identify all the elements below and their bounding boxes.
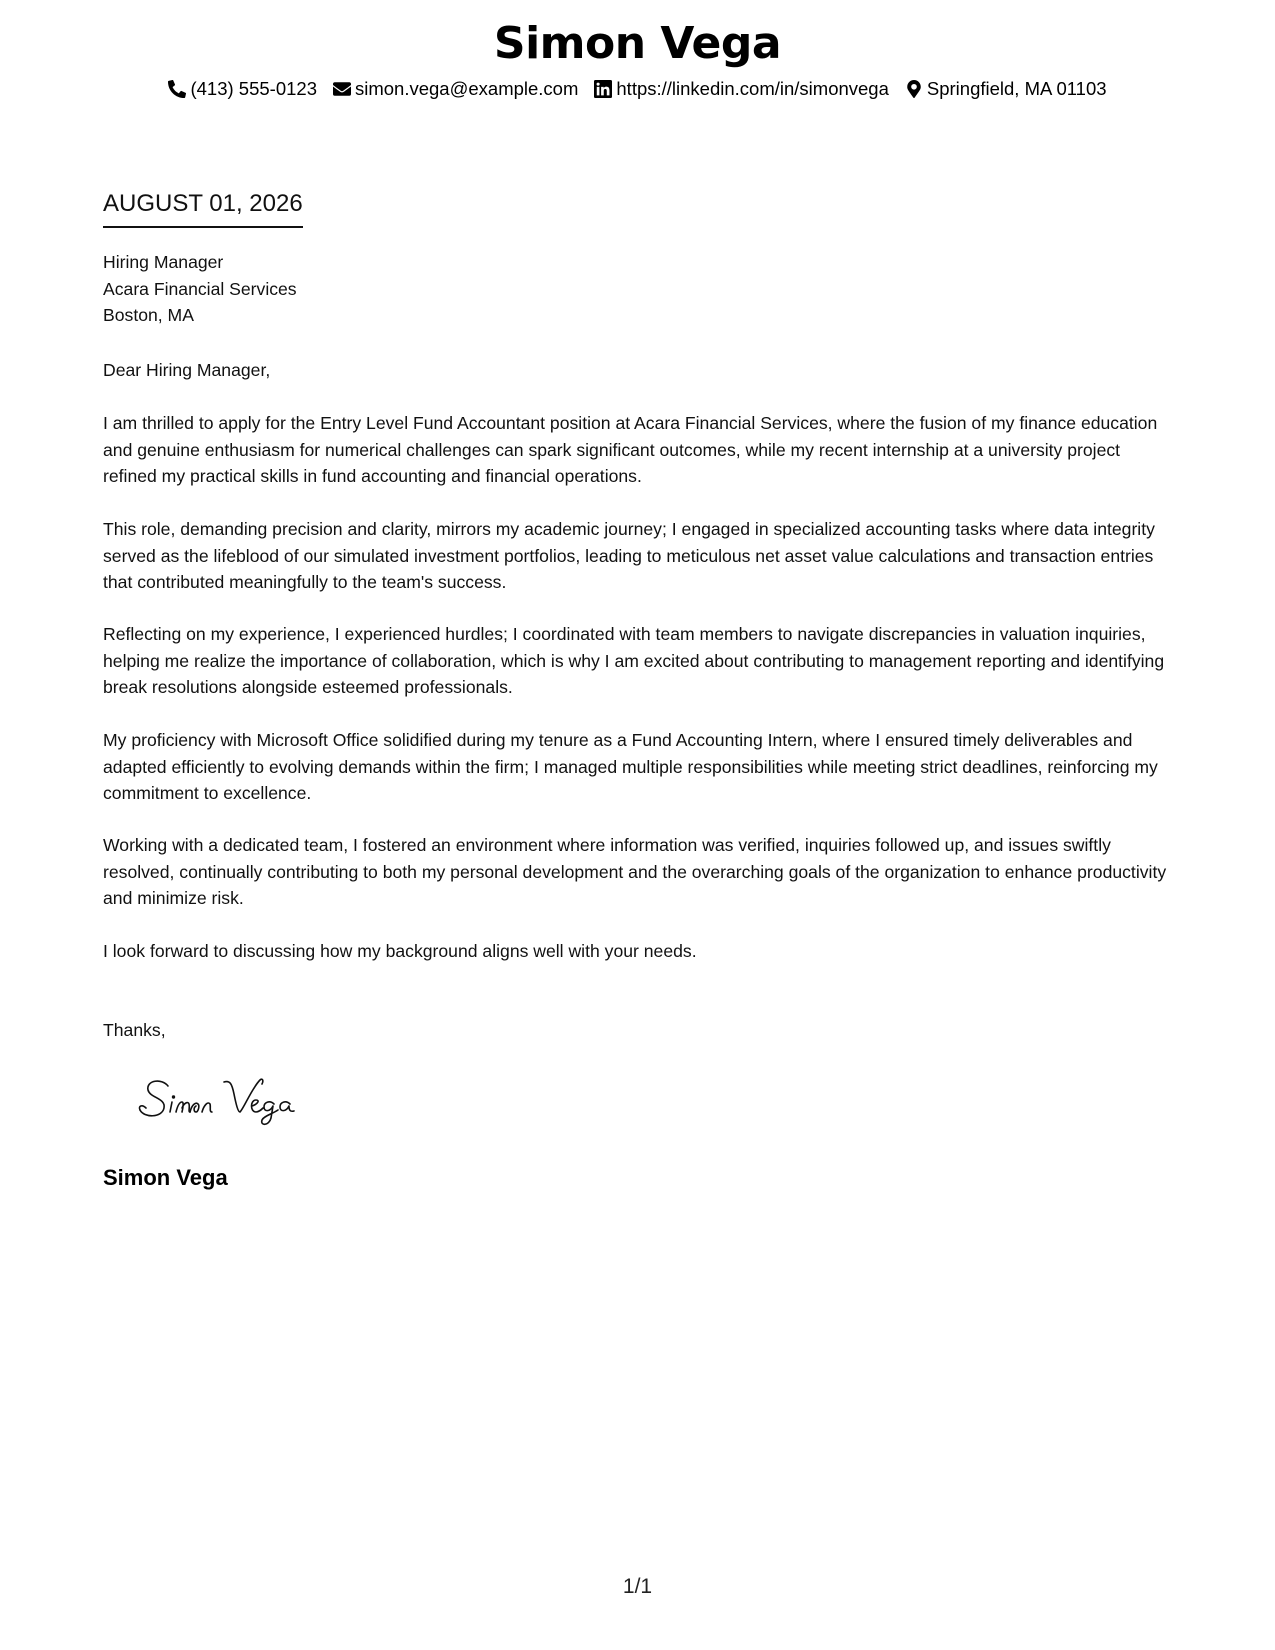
paragraph: I look forward to discussing how my background aligns well with your needs. bbox=[103, 941, 697, 961]
contact-bar bbox=[0, 78, 1275, 100]
recipient-location: Boston, MA bbox=[103, 305, 194, 325]
page-number: 1/1 bbox=[622, 1575, 653, 1598]
location-text: Springfield, MA 01103 bbox=[926, 78, 1107, 99]
salutation: Dear Hiring Manager, bbox=[103, 360, 271, 380]
contact-email bbox=[333, 78, 578, 100]
contact-phone bbox=[168, 78, 317, 100]
recipient-title: Hiring Manager bbox=[103, 252, 224, 272]
phone-icon bbox=[168, 80, 186, 98]
recipient-company: Acara Financial Services bbox=[103, 278, 297, 299]
handwritten-signature bbox=[138, 1068, 338, 1128]
paragraph: My proficiency with Microsoft Office solidified during my tenure as a Fund Accounting Intern, where I ensured timely deliverables and adapted efficiently to evolving demands within the firm; I managed multiple responsibilities while meeting strict deadlines, reinforcing my commitment to excellence. bbox=[103, 730, 1158, 803]
map-marker-icon bbox=[905, 80, 923, 98]
linkedin-text: https://linkedin.com/in/simonvega bbox=[616, 78, 889, 99]
applicant-name: Simon Vega bbox=[493, 18, 782, 69]
signer-name: Simon Vega bbox=[103, 1165, 228, 1190]
paragraph: Working with a dedicated team, I fostered an environment where information was verified, inquiries followed up, and issues swiftly resolved, continually contributing to both my personal development and the overarching goals of the organization to enhance productivity and minimize risk. bbox=[103, 835, 1167, 908]
phone-text: (413) 555-0123 bbox=[190, 78, 317, 99]
contact-linkedin bbox=[594, 78, 889, 100]
paragraph: This role, demanding precision and clarity, mirrors my academic journey; I engaged in specialized accounting tasks where data integrity served as the lifeblood of our simulated investment portfolios, leading to meticulous net asset value calculations and transaction entries that contributed meaningfully to the team's success. bbox=[103, 519, 1155, 592]
recipient-block bbox=[103, 249, 1177, 329]
linkedin-icon bbox=[594, 80, 612, 98]
envelope-icon bbox=[333, 80, 351, 98]
contact-location bbox=[905, 78, 1107, 100]
paragraph: I am thrilled to apply for the Entry Level Fund Accountant position at Acara Financial Services, where the fusion of my finance education and genuine enthusiasm for numerical challenges can spark significant outcomes, while my recent internship at a university project refined my practical skills in fund accounting and financial operations. bbox=[103, 413, 1158, 486]
letter-date: AUGUST 01, 2026 bbox=[103, 190, 303, 228]
paragraph: Reflecting on my experience, I experienced hurdles; I coordinated with team members to navigate discrepancies in valuation inquiries, helping me realize the importance of collaboration, which is why I am excited about contributing to management reporting and identifying break resolutions alongside esteemed professionals. bbox=[103, 624, 1165, 697]
closing: Thanks, bbox=[103, 1020, 166, 1040]
email-text: simon.vega@example.com bbox=[354, 78, 579, 99]
